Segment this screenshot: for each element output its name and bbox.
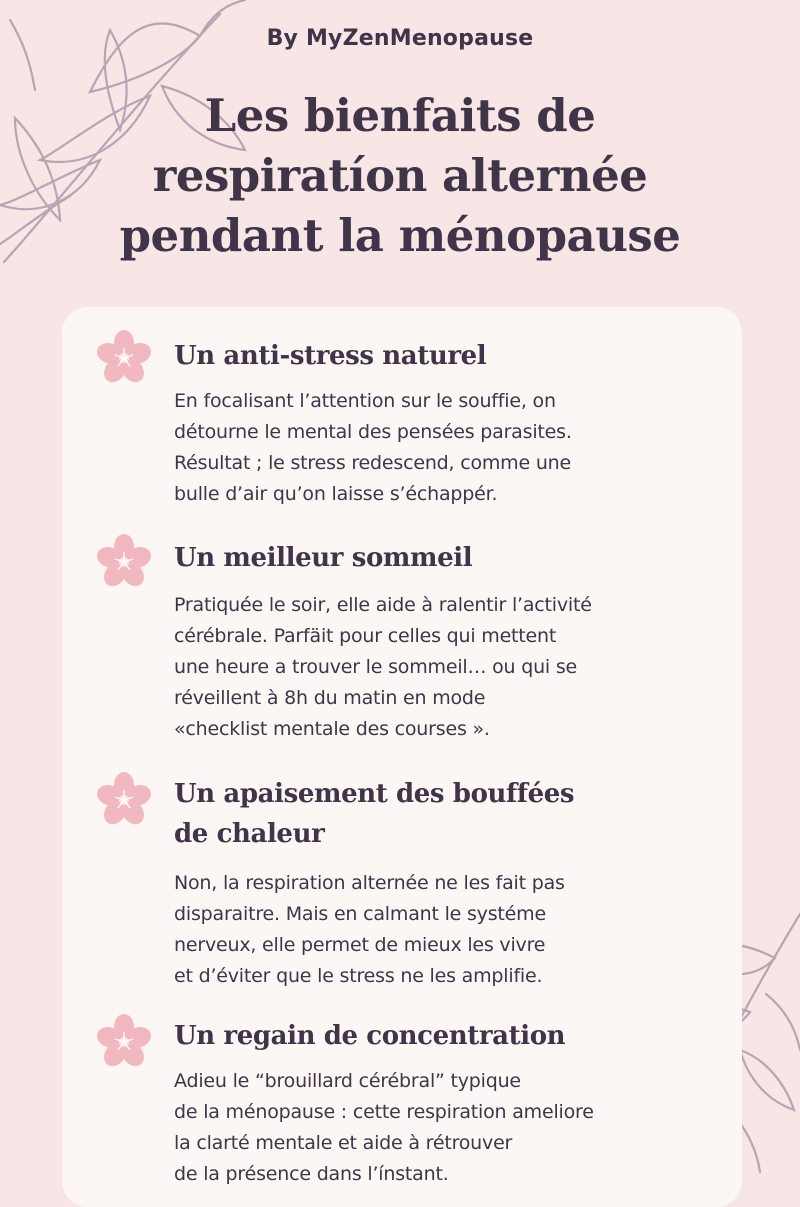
- text-line: bulle d’air qu’on laisse s’échappér.: [174, 483, 498, 505]
- text-line: détourne le mental des pensées parasites.: [174, 421, 572, 443]
- cherry-blossom-icon: [96, 330, 152, 386]
- section-title: [174, 538, 472, 578]
- section-title-line: Un meilleur sommeil: [174, 543, 473, 573]
- text-line: la clarté mentale et aide à rétrouver: [174, 1132, 513, 1154]
- cherry-blossom-icon: [96, 534, 152, 590]
- text-line: Pratiquée le soir, elle aide à ralentir l’activité: [174, 594, 592, 616]
- byline: By MyZenMenopause: [266, 26, 534, 51]
- text-line: En focalisant l’attention sur le souffie, on: [174, 390, 556, 412]
- section-title-line: Un regain de concentration: [174, 1021, 566, 1051]
- title-line: Les bienfaits de: [204, 89, 596, 142]
- text-line: et d’éviter que le stress ne les amplifie.: [174, 965, 543, 987]
- text-line: réveillent à 8h du matin en mode: [174, 687, 486, 709]
- title-line: pendant la ménopause: [119, 209, 681, 262]
- text-line: disparaitre. Mais en calmant le systéme: [174, 903, 546, 925]
- section-title-line: Un apaisement des bouffées: [174, 779, 575, 809]
- text-line: Résultat ; le stress redescend, comme une: [174, 452, 571, 474]
- text-line: cérébrale. Parfäit pour celles qui mettent: [174, 625, 557, 647]
- section-text: [174, 868, 565, 992]
- section-text: [174, 386, 572, 510]
- text-line: de la présence dans l’ínstant.: [174, 1163, 449, 1185]
- text-line: de la ménopause : cette respiration ameliore: [174, 1101, 594, 1123]
- text-line: Non, la respiration alternée ne les fait pas: [174, 872, 565, 894]
- text-line: nerveux, elle permet de mieux les vivre: [174, 934, 546, 956]
- section-title: [174, 1016, 565, 1056]
- section-title-line: Un anti-stress naturel: [174, 341, 487, 371]
- page-title: [40, 86, 760, 266]
- cherry-blossom-icon: [96, 1014, 152, 1070]
- section-text: [174, 1066, 594, 1190]
- section-title: [174, 774, 574, 854]
- text-line: une heure a trouver le sommeil… ou qui se: [174, 656, 578, 678]
- cherry-blossom-icon: [96, 772, 152, 828]
- title-line: respiratíon alternée: [152, 149, 648, 202]
- section-title-line: de chaleur: [174, 819, 325, 849]
- section-text: [174, 590, 592, 745]
- text-line: Adieu le “brouillard cérébral” typique: [174, 1070, 521, 1092]
- text-line: «checklist mentale des courses ».: [174, 718, 490, 740]
- section-title: [174, 336, 486, 376]
